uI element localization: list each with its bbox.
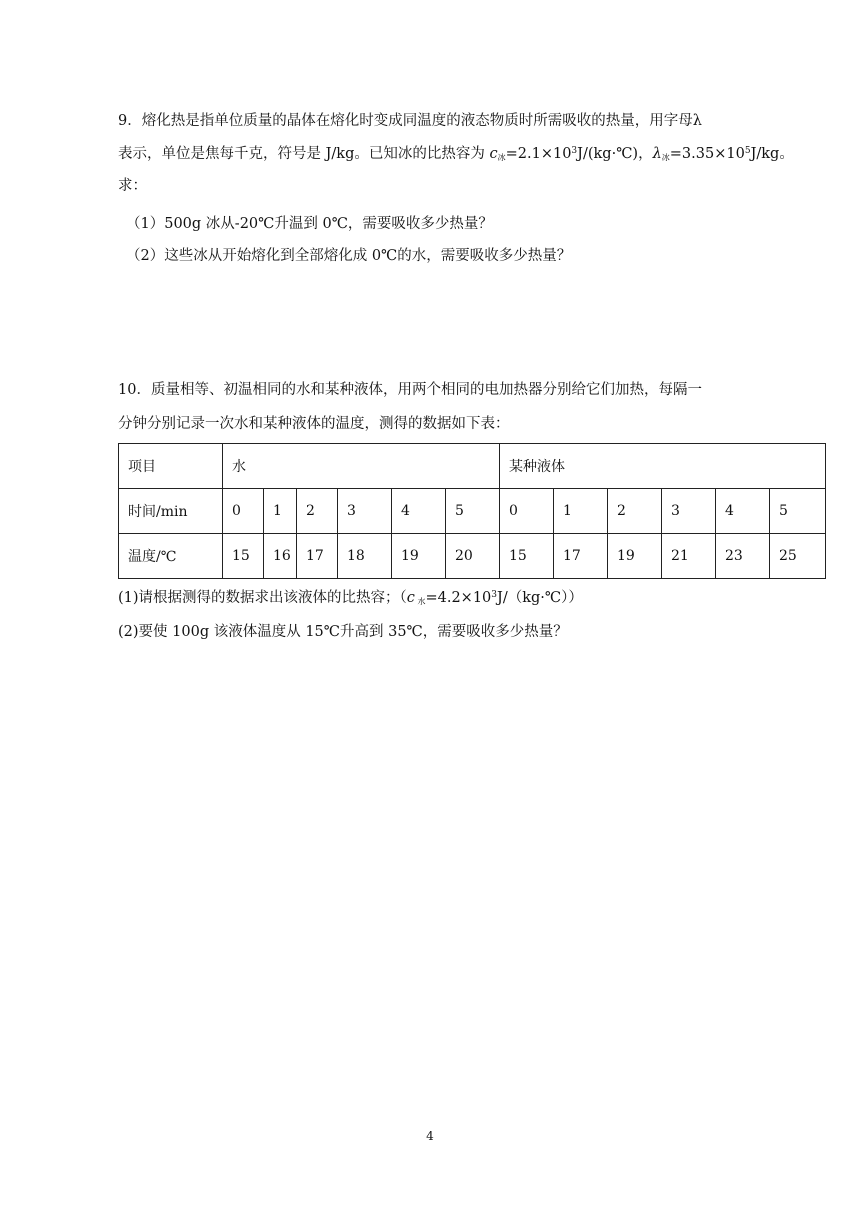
table-cell: 0 xyxy=(500,489,554,534)
q10-line-1: 10．质量相等、初温相同的水和某种液体，用两个相同的电加热器分别给它们加热，每隔一 xyxy=(118,382,702,398)
table-row-temperature xyxy=(119,534,826,579)
table-cell: 3 xyxy=(338,489,392,534)
table-cell: 16 xyxy=(264,534,297,579)
table-cell: 5 xyxy=(446,489,500,534)
q10-c-value: =4.2×10 xyxy=(425,590,492,606)
q10-line-2: 分钟分别记录一次水和某种液体的温度，测得的数据如下表： xyxy=(118,416,510,432)
table-cell: 21 xyxy=(662,534,716,579)
q9-line-1: 9．熔化热是指单位质量的晶体在熔化时变成同温度的液态物质时所需吸收的热量，用字母λ xyxy=(118,113,702,129)
page-number: 4 xyxy=(426,1129,434,1143)
table-cell: 4 xyxy=(716,489,770,534)
table-cell: 19 xyxy=(608,534,662,579)
q9-c-exponent: 3 xyxy=(571,146,578,156)
q10-c-unit: J/（kg·℃）） xyxy=(497,590,583,606)
table-cell: 17 xyxy=(554,534,608,579)
table-cell: 25 xyxy=(770,534,826,579)
table-cell: 4 xyxy=(392,489,446,534)
header-cell-water: 水 xyxy=(223,444,500,489)
table-cell: 18 xyxy=(338,534,392,579)
q9-line-2 xyxy=(118,144,794,164)
q10-c-symbol: c xyxy=(406,590,415,606)
table-cell: 0 xyxy=(223,489,264,534)
table-cell: 20 xyxy=(446,534,500,579)
table-header-row xyxy=(119,444,826,489)
q9-lambda-value: =3.35×10 xyxy=(669,146,745,162)
table-cell: 1 xyxy=(554,489,608,534)
q9-c-unit: J/(kg·℃)， xyxy=(577,146,653,162)
q9-lambda-symbol: λ xyxy=(652,146,662,162)
table-cell: 15 xyxy=(223,534,264,579)
table-cell: 15 xyxy=(500,534,554,579)
q10-part-2: (2)要使 100g 该液体温度从 15℃升高到 35℃，需要吸收多少热量？ xyxy=(118,624,568,640)
q9-line-2-text: 表示，单位是焦每千克，符号是 J/kg。已知冰的比热容为 xyxy=(118,146,490,162)
q10-part-1 xyxy=(118,588,583,608)
table-cell: 5 xyxy=(770,489,826,534)
q10-c-exponent: 3 xyxy=(491,590,498,600)
data-table xyxy=(118,443,826,579)
table-row-time xyxy=(119,489,826,534)
q9-part-2: （2）这些冰从开始熔化到全部熔化成 0℃的水，需要吸收多少热量？ xyxy=(126,248,572,264)
q10-c-subscript: 水 xyxy=(414,597,426,606)
q9-lambda-subscript: 冰 xyxy=(661,153,670,162)
q9-c-subscript: 冰 xyxy=(497,153,506,162)
q10-part-1-text: (1)请根据测得的数据求出该液体的比热容；（ xyxy=(118,590,407,606)
table-cell: 2 xyxy=(297,489,338,534)
q9-lambda-unit: J/kg。 xyxy=(750,146,794,162)
header-cell: 项目 xyxy=(119,444,223,489)
row-label-time: 时间/min xyxy=(119,489,223,534)
table-cell: 3 xyxy=(662,489,716,534)
q9-line-3: 求： xyxy=(118,178,147,194)
table-cell: 2 xyxy=(608,489,662,534)
table-cell: 23 xyxy=(716,534,770,579)
table-cell: 19 xyxy=(392,534,446,579)
q9-lambda-exponent: 5 xyxy=(744,146,751,156)
table-cell: 1 xyxy=(264,489,297,534)
table-cell: 17 xyxy=(297,534,338,579)
q9-c-symbol: c xyxy=(489,146,498,162)
row-label-temperature: 温度/℃ xyxy=(119,534,223,579)
header-cell-liquid: 某种液体 xyxy=(500,444,826,489)
q9-c-value: =2.1×10 xyxy=(505,146,572,162)
q9-part-1: （1）500g 冰从-20℃升温到 0℃，需要吸收多少热量？ xyxy=(126,216,493,232)
